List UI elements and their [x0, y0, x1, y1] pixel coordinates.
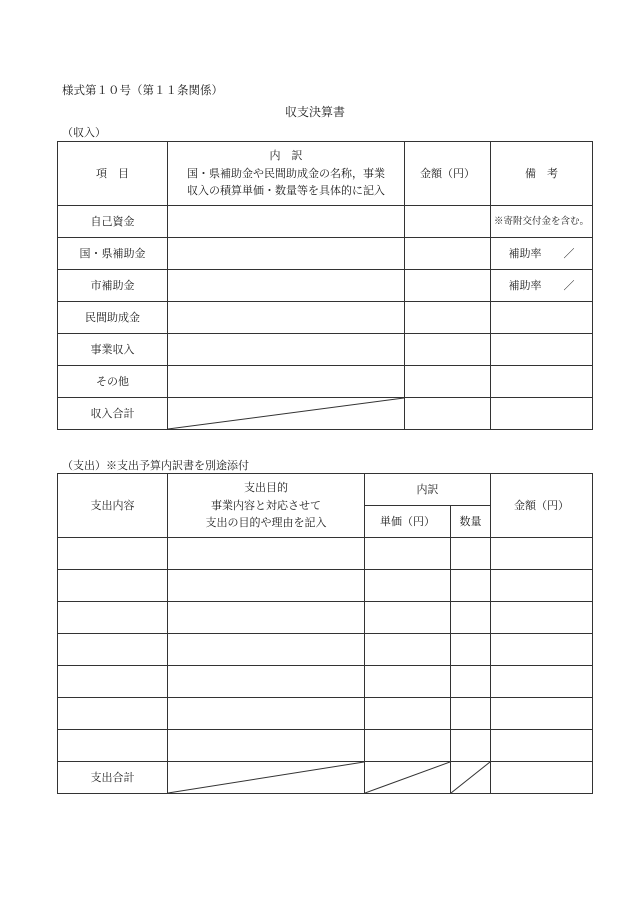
- expense-quantity-cell[interactable]: [451, 666, 491, 698]
- header-purpose-line3: 支出の目的や理由を記入: [205, 516, 327, 530]
- income-detail-cell[interactable]: [168, 238, 405, 270]
- header-detail-line1: 国・県補助金や民間助成金の名称，事業: [187, 166, 385, 180]
- income-table: [57, 141, 593, 430]
- document-title: 収支決算書: [284, 105, 345, 119]
- income-row: [58, 206, 593, 238]
- income-item: 国・県補助金: [58, 238, 168, 270]
- income-remarks[interactable]: [491, 334, 593, 366]
- income-row: [58, 334, 593, 366]
- income-amount-cell[interactable]: [405, 270, 491, 302]
- header-quantity: 数量: [451, 506, 491, 538]
- expense-purpose-cell[interactable]: [168, 730, 365, 762]
- header-item: 項 目: [58, 142, 168, 206]
- header-detail-line2: 収入の積算単価・数量等を具体的に記入: [187, 184, 385, 198]
- income-remarks[interactable]: [491, 302, 593, 334]
- expense-quantity-cell[interactable]: [451, 698, 491, 730]
- income-detail-cell[interactable]: [168, 366, 405, 398]
- expense-purpose-cell[interactable]: [168, 666, 365, 698]
- header-breakdown: 内訳: [365, 474, 491, 506]
- income-remarks[interactable]: [491, 366, 593, 398]
- expense-unit-price-cell[interactable]: [365, 570, 451, 602]
- expense-total-quantity-void: [451, 762, 491, 794]
- income-item: 自己資金: [58, 206, 168, 238]
- income-amount-cell[interactable]: [405, 302, 491, 334]
- expense-content-cell[interactable]: [58, 634, 168, 666]
- expense-row: [58, 602, 593, 634]
- expense-amount-cell[interactable]: [491, 666, 593, 698]
- expense-purpose-cell[interactable]: [168, 538, 365, 570]
- income-amount-cell[interactable]: [405, 206, 491, 238]
- income-remarks: 補助率 ／: [491, 270, 593, 302]
- diagonal-line: [168, 398, 404, 429]
- income-header-row: [58, 142, 593, 206]
- expense-amount-cell[interactable]: [491, 730, 593, 762]
- header-expense-amount: 金額（円）: [491, 474, 593, 538]
- income-detail-cell[interactable]: [168, 302, 405, 334]
- form-number: 様式第１０号（第１１条関係）: [62, 83, 223, 97]
- header-content: 支出内容: [58, 474, 168, 538]
- income-detail-cell[interactable]: [168, 270, 405, 302]
- header-detail-title: 内 訳: [269, 149, 303, 163]
- expense-content-cell[interactable]: [58, 602, 168, 634]
- expense-amount-cell[interactable]: [491, 698, 593, 730]
- expense-table: [57, 473, 593, 794]
- expense-purpose-cell[interactable]: [168, 602, 365, 634]
- income-amount-cell[interactable]: [405, 334, 491, 366]
- expense-quantity-cell[interactable]: [451, 538, 491, 570]
- income-section-label: （収入）: [62, 126, 106, 139]
- expense-total-row: [58, 762, 593, 794]
- expense-unit-price-cell[interactable]: [365, 730, 451, 762]
- expense-unit-price-cell[interactable]: [365, 634, 451, 666]
- expense-quantity-cell[interactable]: [451, 602, 491, 634]
- expense-amount-cell[interactable]: [491, 538, 593, 570]
- expense-quantity-cell[interactable]: [451, 730, 491, 762]
- header-purpose: [168, 474, 365, 538]
- income-row: [58, 270, 593, 302]
- income-remarks: 補助率 ／: [491, 238, 593, 270]
- income-amount-cell[interactable]: [405, 366, 491, 398]
- diagonal-line: [365, 762, 450, 793]
- expense-unit-price-cell[interactable]: [365, 538, 451, 570]
- expense-content-cell[interactable]: [58, 698, 168, 730]
- expense-content-cell[interactable]: [58, 570, 168, 602]
- income-item: 民間助成金: [58, 302, 168, 334]
- expense-total-unit-price-void: [365, 762, 451, 794]
- income-row: [58, 366, 593, 398]
- expense-content-cell[interactable]: [58, 666, 168, 698]
- header-detail: [168, 142, 405, 206]
- expense-purpose-cell[interactable]: [168, 570, 365, 602]
- expense-purpose-cell[interactable]: [168, 698, 365, 730]
- header-purpose-line1: 支出目的: [244, 481, 288, 495]
- expense-row: [58, 570, 593, 602]
- expense-unit-price-cell[interactable]: [365, 666, 451, 698]
- expense-total-label: 支出合計: [58, 762, 168, 794]
- header-purpose-line2: 事業内容と対応させて: [211, 498, 321, 512]
- expense-amount-cell[interactable]: [491, 634, 593, 666]
- header-remarks: 備 考: [491, 142, 593, 206]
- expense-header-row: [58, 474, 593, 506]
- diagonal-line: [451, 762, 490, 793]
- expense-row: [58, 634, 593, 666]
- expense-total-amount-cell[interactable]: [491, 762, 593, 794]
- header-unit-price: 単価（円）: [365, 506, 451, 538]
- income-row: [58, 238, 593, 270]
- expense-unit-price-cell[interactable]: [365, 602, 451, 634]
- expense-row: [58, 730, 593, 762]
- expense-row: [58, 698, 593, 730]
- income-item: 市補助金: [58, 270, 168, 302]
- income-item: その他: [58, 366, 168, 398]
- income-item: 事業収入: [58, 334, 168, 366]
- expense-total-purpose-void: [168, 762, 365, 794]
- income-total-label: 収入合計: [58, 398, 168, 430]
- income-row: [58, 302, 593, 334]
- income-detail-cell[interactable]: [168, 334, 405, 366]
- expense-quantity-cell[interactable]: [451, 634, 491, 666]
- expense-row: [58, 538, 593, 570]
- income-total-remarks-cell[interactable]: [491, 398, 593, 430]
- income-total-amount-cell[interactable]: [405, 398, 491, 430]
- income-amount-cell[interactable]: [405, 238, 491, 270]
- expense-row: [58, 666, 593, 698]
- expense-quantity-cell[interactable]: [451, 570, 491, 602]
- expense-content-cell[interactable]: [58, 538, 168, 570]
- expense-section-label: （支出）※支出予算内訳書を別途添付: [62, 459, 249, 472]
- header-amount: 金額（円）: [405, 142, 491, 206]
- income-detail-cell[interactable]: [168, 206, 405, 238]
- diagonal-line: [168, 762, 364, 793]
- income-total-detail-void: [168, 398, 405, 430]
- expense-unit-price-cell[interactable]: [365, 698, 451, 730]
- expense-content-cell[interactable]: [58, 730, 168, 762]
- expense-purpose-cell[interactable]: [168, 634, 365, 666]
- expense-amount-cell[interactable]: [491, 570, 593, 602]
- income-total-row: [58, 398, 593, 430]
- expense-amount-cell[interactable]: [491, 602, 593, 634]
- income-remarks: ※寄附交付金を含む。: [491, 206, 593, 238]
